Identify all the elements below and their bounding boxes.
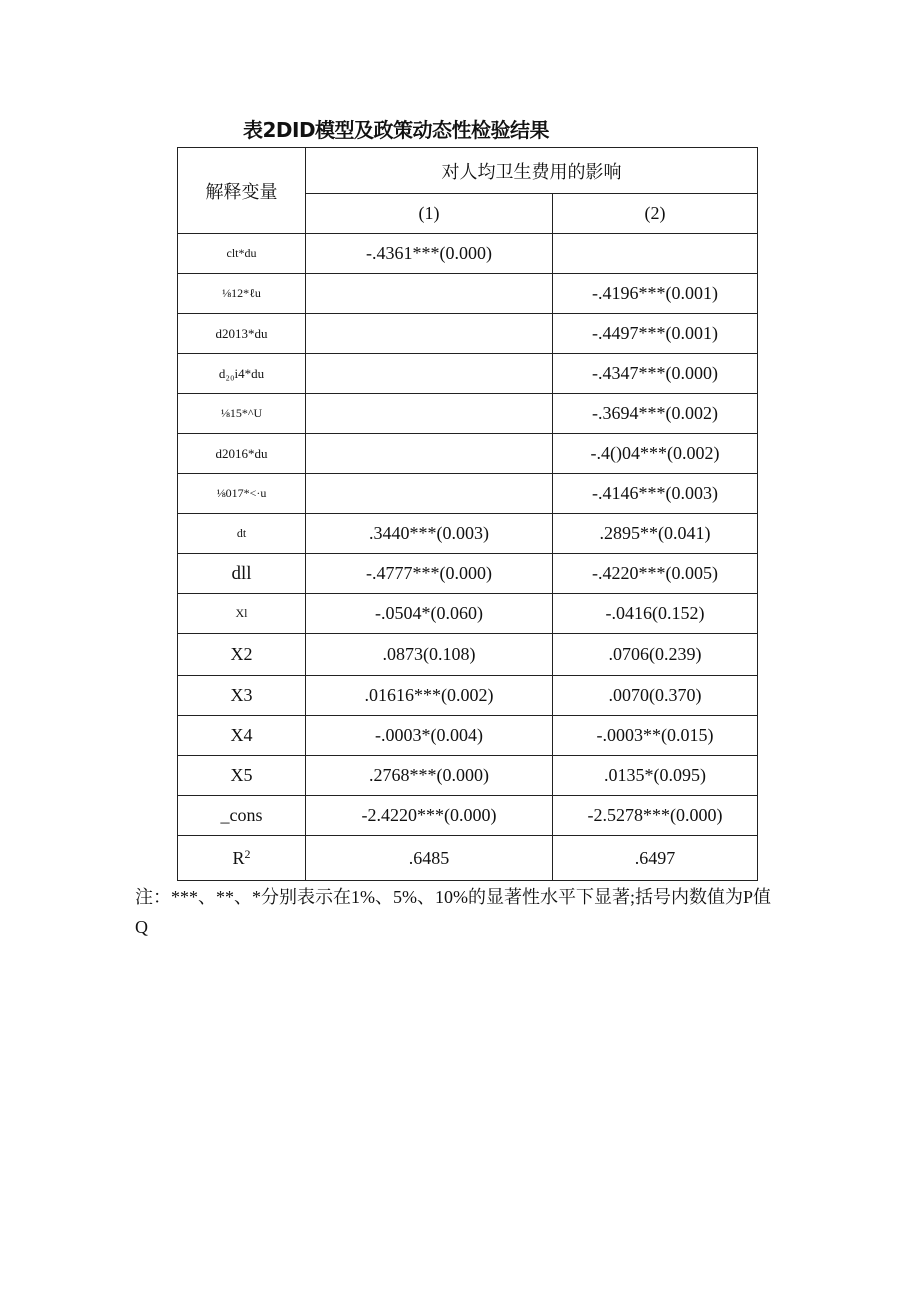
value-col2: -.4220***(0.005) <box>553 554 758 594</box>
row-label: ⅛017*<·u <box>178 474 306 514</box>
value-col1: .3440***(0.003) <box>306 514 553 554</box>
r-squared-letter: R <box>232 847 245 868</box>
table-row <box>178 434 758 474</box>
row-label: _cons <box>178 796 306 836</box>
table-row <box>178 234 758 274</box>
table-row <box>178 796 758 836</box>
table-row <box>178 594 758 634</box>
results-table <box>177 147 758 881</box>
table-title: 表2DID模型及政策动态性检验结果 <box>243 118 550 142</box>
value-col2: .0070(0.370) <box>553 676 758 716</box>
table-row <box>178 836 758 881</box>
value-col1 <box>306 434 553 474</box>
table-row <box>178 514 758 554</box>
header-group: 对人均卫生费用的影响 <box>306 148 758 194</box>
value-col2: -.0003**(0.015) <box>553 716 758 756</box>
value-col1: .6485 <box>306 836 553 881</box>
table-note: 注：***、**、*分别表示在1%、5%、10%的显著性水平下显著;括号内数值为P值 <box>135 887 771 907</box>
table-row <box>178 634 758 676</box>
row-label: Xl <box>178 594 306 634</box>
value-col2: .0706(0.239) <box>553 634 758 676</box>
value-col2: -.0416(0.152) <box>553 594 758 634</box>
row-label: X2 <box>178 634 306 676</box>
value-col1: .0873(0.108) <box>306 634 553 676</box>
table-row <box>178 274 758 314</box>
r-squared-exponent: 2 <box>244 846 251 861</box>
header-variable: 解释变量 <box>178 148 306 234</box>
row-label: X5 <box>178 756 306 796</box>
value-col1: -2.4220***(0.000) <box>306 796 553 836</box>
table-row <box>178 394 758 434</box>
value-col2: -.3694***(0.002) <box>553 394 758 434</box>
value-col2: -.4347***(0.000) <box>553 354 758 394</box>
value-col1 <box>306 394 553 434</box>
value-col1: -.0504*(0.060) <box>306 594 553 634</box>
value-col2: .6497 <box>553 836 758 881</box>
table-note-continuation: Q <box>135 917 148 937</box>
value-col2: -.4497***(0.001) <box>553 314 758 354</box>
header-row <box>178 148 758 194</box>
value-col1: .2768***(0.000) <box>306 756 553 796</box>
value-col2: .2895**(0.041) <box>553 514 758 554</box>
value-col2: -.4196***(0.001) <box>553 274 758 314</box>
value-col2: .0135*(0.095) <box>553 756 758 796</box>
table-row <box>178 554 758 594</box>
row-label-r-squared <box>178 836 306 881</box>
header-col1: (1) <box>306 194 553 234</box>
value-col1 <box>306 474 553 514</box>
value-col1: -.4777***(0.000) <box>306 554 553 594</box>
row-label: d2013*du <box>178 314 306 354</box>
row-label: X3 <box>178 676 306 716</box>
value-col1: -.4361***(0.000) <box>306 234 553 274</box>
value-col2: -2.5278***(0.000) <box>553 796 758 836</box>
table-row <box>178 716 758 756</box>
value-col1 <box>306 354 553 394</box>
header-col2: (2) <box>553 194 758 234</box>
row-label: dt <box>178 514 306 554</box>
row-label: clt*du <box>178 234 306 274</box>
table-row <box>178 354 758 394</box>
row-label: d2016*du <box>178 434 306 474</box>
table-row <box>178 314 758 354</box>
value-col1: .01616***(0.002) <box>306 676 553 716</box>
row-label: ⅛15*^U <box>178 394 306 434</box>
value-col2: -.4146***(0.003) <box>553 474 758 514</box>
table-row <box>178 676 758 716</box>
table-row <box>178 756 758 796</box>
value-col1 <box>306 314 553 354</box>
value-col2: -.4()04***(0.002) <box>553 434 758 474</box>
value-col1: -.0003*(0.004) <box>306 716 553 756</box>
value-col1 <box>306 274 553 314</box>
row-label: d₂₀i4*du <box>178 354 306 394</box>
row-label: ⅛12*ℓu <box>178 274 306 314</box>
row-label: X4 <box>178 716 306 756</box>
table-row <box>178 474 758 514</box>
row-label: dll <box>178 554 306 594</box>
value-col2 <box>553 234 758 274</box>
